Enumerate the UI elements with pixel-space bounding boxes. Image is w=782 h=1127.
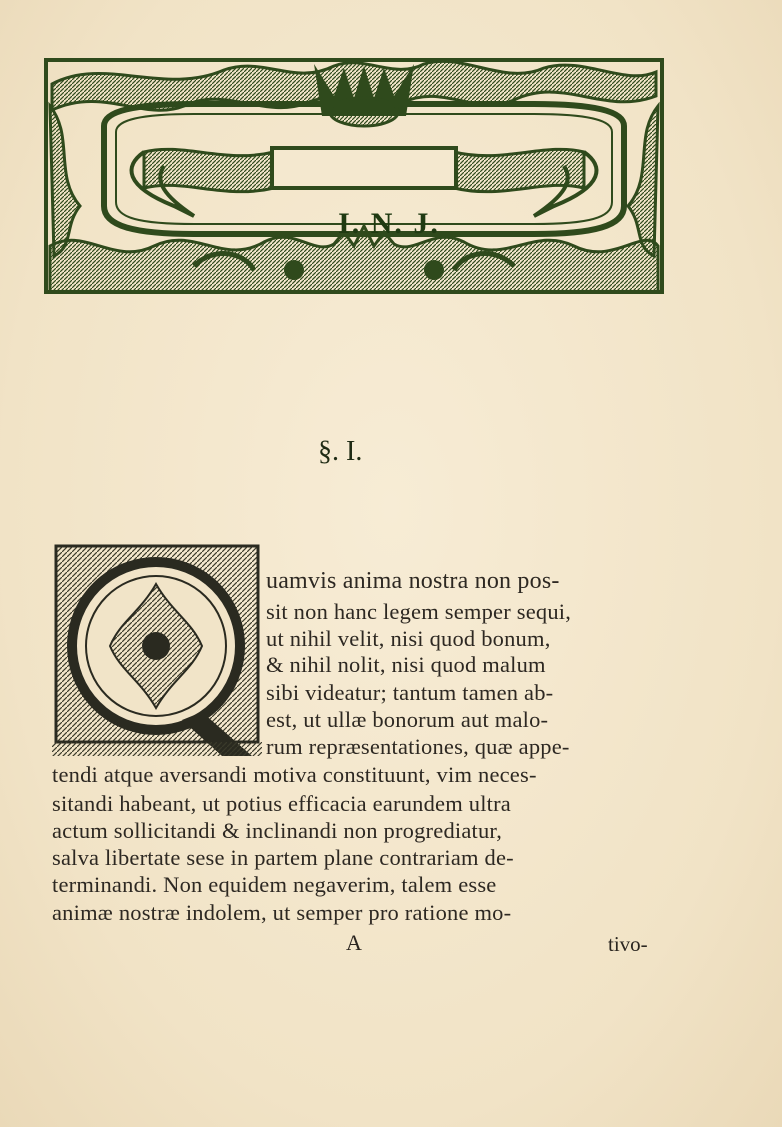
decorated-initial [52,542,262,760]
initial-ornament [52,542,262,760]
text-line-2: sit non hanc legem semper sequi, [266,599,572,624]
headpiece-banner-text: I. N. J. [338,207,440,240]
text-line-4: & nihil nolit, nisi quod malum [266,652,546,677]
text-line-10: actum sollicitandi & inclinandi non progrediatur, [52,818,503,843]
catchword: tivo- [608,932,648,956]
signature-mark: A [346,930,362,955]
text-line-8: tendi atque aversandi motiva constituunt, vim neces- [52,762,537,787]
text-line-6: est, ut ullæ bonorum aut malo- [266,707,549,732]
text-line-1: uamvis anima nostra non pos- [266,568,560,594]
text-line-12: terminandi. Non equidem negaverim, talem esse [52,872,497,897]
decorative-headpiece [44,56,664,296]
section-heading: §. I. [318,436,363,467]
text-line-13: animæ nostræ indolem, ut semper pro ratione mo- [52,900,512,925]
text-line-5: sibi videatur; tantum tamen ab- [266,680,554,705]
text-line-11: salva libertate sese in partem plane contrariam de- [52,845,514,870]
headpiece-ornament [44,56,664,296]
text-line-7: rum repræsentationes, quæ appe- [266,734,570,759]
text-line-3: ut nihil velit, nisi quod bonum, [266,626,551,651]
text-line-9: sitandi habeant, ut potius efficacia earundem ultra [52,791,511,816]
